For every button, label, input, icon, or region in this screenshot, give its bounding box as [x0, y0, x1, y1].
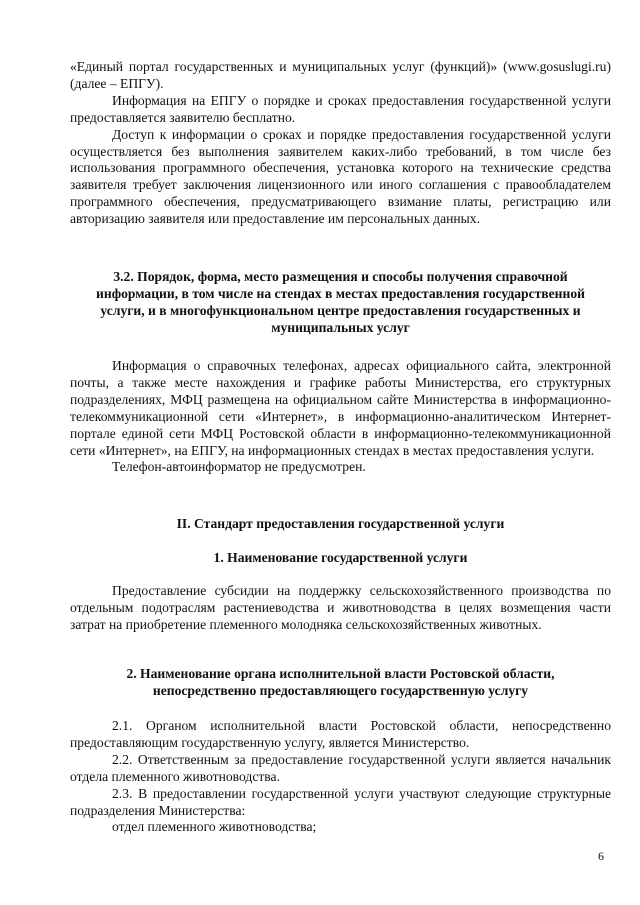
section-heading-1: 1. Наименование государственной услуги — [213, 550, 468, 565]
service-name-block — [70, 583, 611, 634]
authority-block — [70, 718, 611, 836]
section-heading-II: II. Стандарт предоставления государственной услуги — [176, 516, 505, 531]
paragraph: Телефон-автоинформатор не предусмотрен. — [112, 459, 366, 475]
paragraph: 2.2. Ответственным за предоставление государственной услуги является начальник отдела племенного животноводства. — [70, 751, 611, 784]
section-heading-2: 2. Наименование органа исполнительной власти Ростовской области, непосредственно предоставляющего государственную услугу — [126, 666, 555, 698]
intro-block — [70, 59, 611, 228]
section-heading-3-2: 3.2. Порядок, форма, место размещения и способы получения справочной информации, в том числе на стендах в местах предоставления государственной услуги, и в многофункциональном центре предоставления государственных и муниципальных услуг — [96, 269, 585, 335]
paragraph: 2.3. В предоставлении государственной услуги участвуют следующие структурные подразделения Министерства: — [70, 785, 611, 818]
paragraph: Информация о справочных телефонах, адресах официального сайта, электронной почты, а также месте нахождения и графике работы Министерства, его структурных подразделениях, МФЦ размещена на официальном сайте Министерства в информационно-телекоммуникационной сети «Интернет», в информационно-аналитическом Интернет-портале единой сети МФЦ Ростовской области в информационно-телекоммуникационной сети «Интернет», на ЕПГУ, на информационных стендах в местах предоставления услуги. — [70, 358, 611, 458]
paragraph: отдел племенного животноводства; — [112, 819, 317, 835]
page-number: 6 — [598, 849, 604, 863]
paragraph: Доступ к информации о сроках и порядке предоставления государственной услуги осуществляется без выполнения заявителем каких-либо требований, в том числе без использования программного обеспечения, установка которого на технические средства заявителя требует заключения лицензионного или иного соглашения с правообладателем программного обеспечения, предусматривающего взимание платы, регистрацию или авторизацию заявителя или предоставление им персональных данных. — [70, 126, 611, 227]
paragraph: «Единый портал государственных и муниципальных услуг (функций)» (www.gosuslugi.ru) (далее – ЕПГУ). — [70, 59, 611, 91]
paragraph: Информация на ЕПГУ о порядке и сроках предоставления государственной услуги предоставляется заявителю бесплатно. — [70, 92, 611, 125]
info-block — [70, 358, 611, 476]
paragraph: 2.1. Органом исполнительной власти Ростовской области, непосредственно предоставляющим государственную услугу, является Министерство. — [70, 718, 611, 750]
paragraph: Предоставление субсидии на поддержку сельскохозяйственного производства по отдельным подотраслям растениеводства и животноводства в целях возмещения части затрат на приобретение племенного молодняка сельскохозяйственных животных. — [70, 583, 611, 632]
